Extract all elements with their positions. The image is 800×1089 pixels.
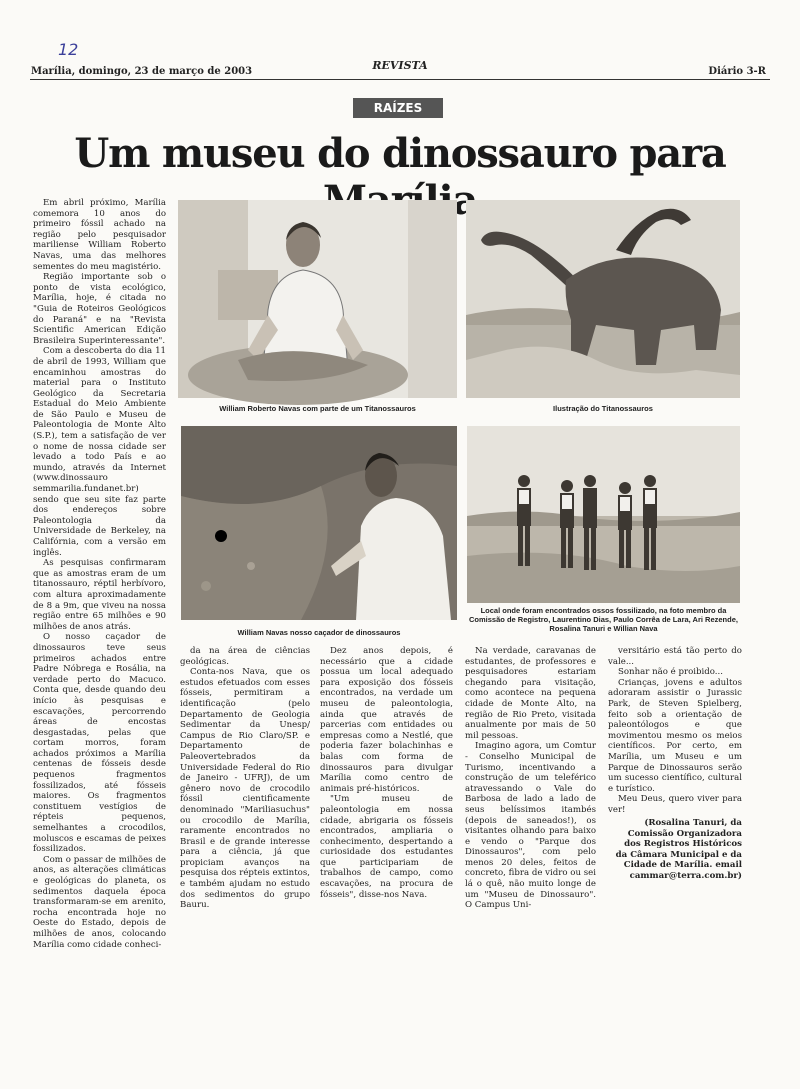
photo-navas-digging	[181, 426, 457, 620]
paragraph: Em abril próximo, Marília comemora 10 anos do primeiro fóssil achado na região pelo pesquisador mariliense William Roberto Navas, uma das melhores sementes do meu magistério.	[33, 198, 166, 272]
header-page: Diário 3-R	[708, 66, 766, 77]
article-column-4	[465, 646, 596, 911]
paragraph: Conta-nos Nava, que os estudos efetuados com esses fósseis, permitiram a identificação (pelo Departamento de Geologia Sedimentar da Unesp/ Campus de Rio Claro/SP. e Departamento de Paleovertebrados da Universidade Federal do Rio de Janeiro - UFRJ), de um gênero novo de crocodilo fóssil cientificamente denominado "Mariliasuchus" ou crocodilo de Marília, raramente encontrados no Brasil e de grande interesse para a ciência, já que propiciam avanços na pesquisa dos répteis extintos, e também ajudam no estudo dos sedimentos do grupo Bauru.	[180, 667, 310, 911]
caption-photo-4: Local onde foram encontrados ossos fossilizado, na foto membro da Comissão de Registro, Laurentino Dias, Paulo Corrêa de Lara, Ari Rezende, Rosalina Tanuri e Willian Nava	[469, 606, 738, 633]
caption-photo-2: Ilustração do Titanossauros	[553, 404, 653, 413]
section-kicker: RAÍZES	[353, 98, 443, 118]
paragraph: Crianças, jovens e adultos adoraram assistir o Jurassic Park, de Steven Spielberg, feito sob a orientação de paleontólogos e que movimentou mesmo os meios científicos. Por certo, em Marília, um Museu e um Parque de Dinossauros serão um sucesso científico, cultural e turístico.	[608, 677, 742, 794]
photo-navas-with-fossil	[178, 200, 457, 398]
paragraph: Com o passar de milhões de anos, as alterações climáticas e geológicas do planeta, os sedimentos daquela época transformaram-se em arenito, rocha encontrada hoje no Oeste do Estado, depois de milhões de anos, colocando Marília como cidade conheci-	[33, 854, 166, 950]
paragraph: "Um museu de paleontologia em nossa cidade, abrigaria os fósseis encontrados, ampliaria o conhecimento, despertando a curiosidade dos estudantes que participariam de trabalhos de campo, como escavações, na procura de fósseis", disse-nos Nava.	[320, 794, 453, 900]
handwritten-page-number: 12	[58, 40, 79, 59]
paragraph: Imagino agora, um Comtur - Conselho Municipal de Turismo, incentivando a construção de um teleférico atravessando o Vale do Barbosa de lado a lado de seus belíssimos itambés (depois de saneados!), os visitantes olhando para baixo e vendo o "Parque dos Dinossauros", com pelo menos 20 deles, feitos de concreto, fibra de vidro ou sei lá o quê, não muito longe de um "Museu de Dinossauro". O Campus Uni-	[465, 741, 596, 911]
paragraph: Com a descoberta do dia 11 de abril de 1993, William que encaminhou amostras do material para o Instituto Geológico da Secretaria Estadual do Meio Ambiente de São Paulo e Museu de Paleontologia de Monte Alto (S.P.), tem a satisfação de ver o nome de nossa cidade ser levado a todo País e ao mundo, através da Internet (www.dinossauro semmarilia.fundanet.br) sendo que seu site faz parte dos endereços sobre Paleontologia da Universidade de Berkeley, na Califórnia, com a versão em inglês.	[33, 346, 166, 558]
article-column-2	[180, 646, 310, 911]
article-column-1	[33, 198, 166, 950]
photo-titanosaur-illustration	[466, 200, 740, 398]
caption-photo-1: William Roberto Navas com parte de um Titanossauros	[219, 404, 416, 413]
article-column-5	[608, 646, 742, 815]
author-signature: (Rosalina Tanuri, da Comissão Organizadora dos Registros Históricos da Câmara Municipal e da Cidade de Marília. email cammar@terra.com.br)	[615, 818, 742, 881]
paragraph: Região importante sob o ponto de vista ecológico, Marília, hoje, é citada no "Guia de Roteiros Geológicos do Paraná" e na "Revista Scientific American Edição Brasileira Superinteressante".	[33, 272, 166, 346]
paragraph: versitário está tão perto do vale...	[608, 646, 742, 667]
paragraph: Dez anos depois, é necessário que a cidade possua um local adequado para exposição dos fósseis encontrados, na verdade um museu de paleontologia, ainda que através de parcerias com entidades ou empresas como a Nestlé, que poderia fazer bolachinhas e balas com forma de dinossauros para divulgar Marília como centro de animais pré-históricos.	[320, 646, 453, 794]
paragraph: Na verdade, caravanas de estudantes, de professores e pesquisadores estariam chegando para visitação, como acontece na pequena cidade de Monte Alto, na região de Rio Preto, visitada anualmente por mais de 50 mil pessoas.	[465, 646, 596, 741]
article-column-3	[320, 646, 453, 900]
paragraph: Sonhar não é proibido...	[618, 667, 723, 678]
caption-photo-3: William Navas nosso caçador de dinossauros	[237, 628, 401, 637]
paragraph: O nosso caçador de dinossauros teve seus primeiros achados entre Padre Nóbrega e Rosália, na verdade perto do Macuco. Conta que, desde quando deu início às pesquisas e escavações, percorrendo áreas de encostas desgastadas, pelas que cortam morros, foram achados próximos a Marília centenas de fósseis desde pequenos fragmentos fossilizados, até fósseis maiores. Os fragmentos constituem vestígios de répteis pequenos, semelhantes a crocodilos, moluscos e escamas de peixes fossilizados.	[33, 632, 166, 855]
header-rule	[30, 79, 770, 80]
header-section: REVISTA	[372, 59, 428, 72]
header-date: Marília, domingo, 23 de março de 2003	[31, 66, 253, 77]
paragraph: da na área de ciências geológicas.	[180, 646, 310, 667]
paragraph: Meu Deus, quero viver para ver!	[608, 794, 742, 815]
headline: Um museu do dinossauro para	[74, 130, 726, 177]
photo-site-group	[467, 426, 740, 603]
paragraph: As pesquisas confirmaram que as amostras eram de um titanossauro, réptil herbívoro, com altura aproximadamente de 8 a 9m, que viveu na nossa região entre 65 milhões e 90 milhões de anos atrás.	[33, 558, 166, 632]
